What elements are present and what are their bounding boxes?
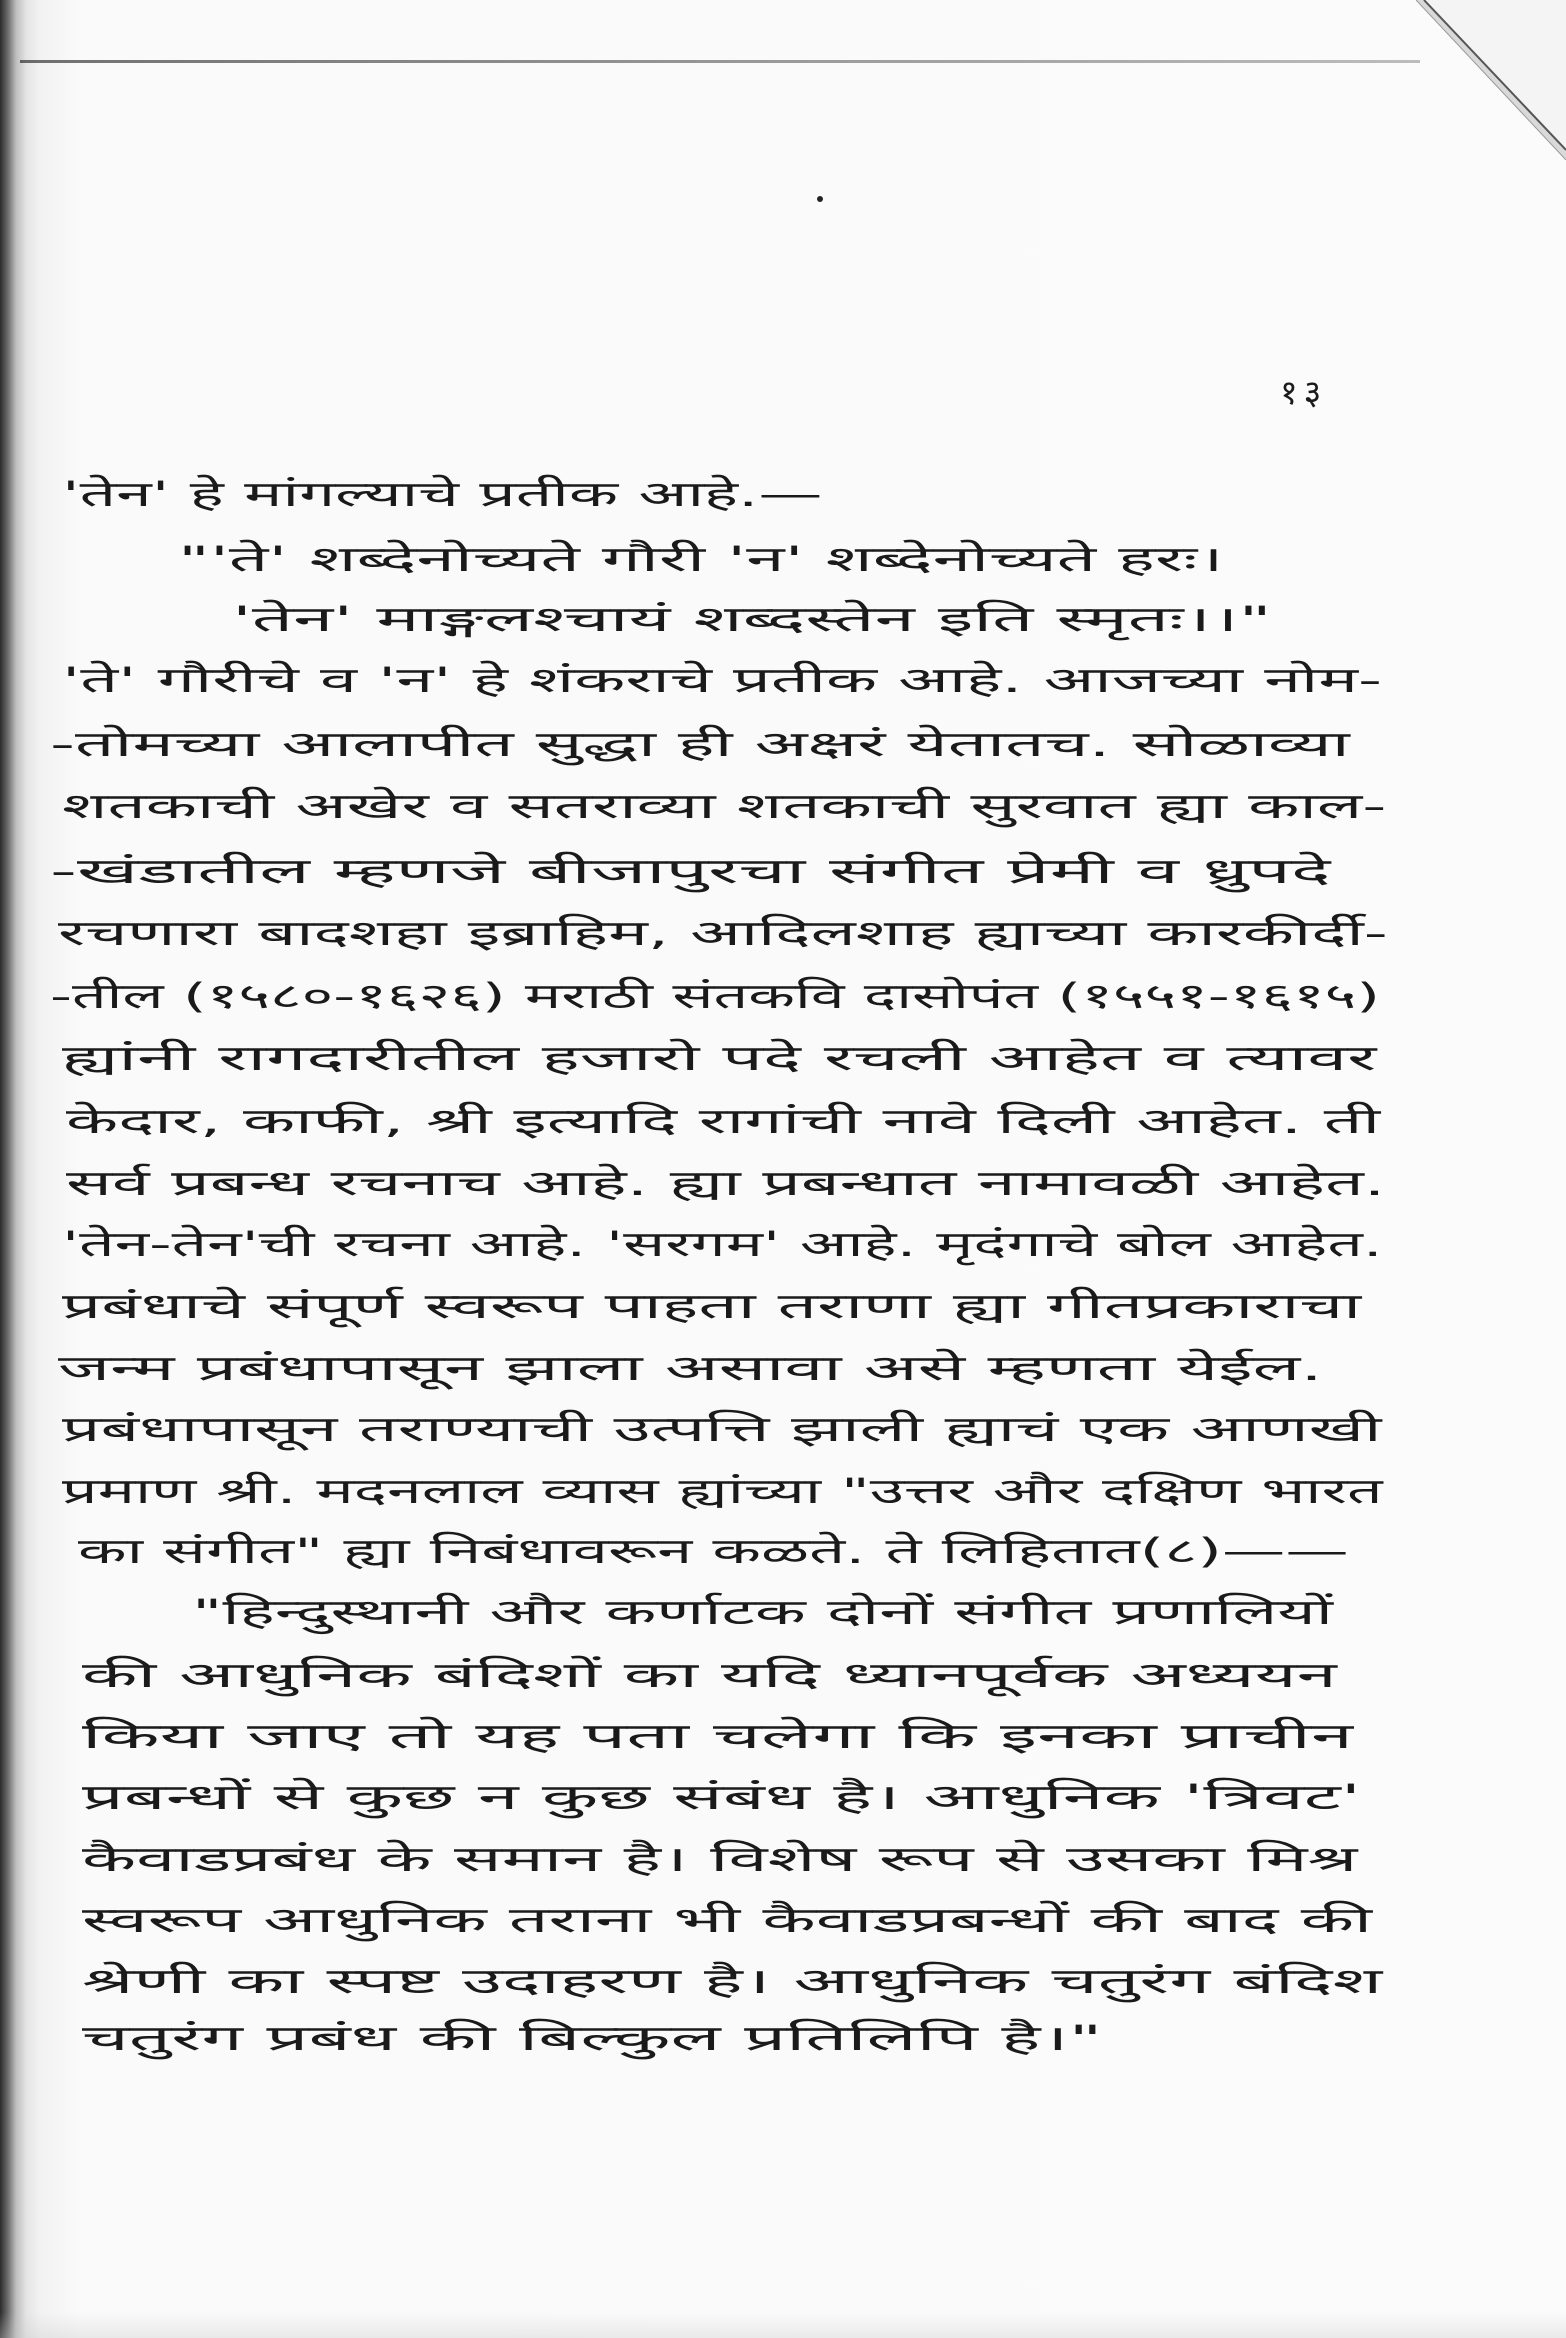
text-line: केदार, काफी, श्री इत्यादि रागांची नावे दिली आहेत. ती — [66, 1102, 1381, 1142]
text-line: ह्यांनी रागदारीतील हजारो पदे रचली आहेत व त्यावर — [62, 1039, 1377, 1079]
text-line: प्रबंधापासून तराण्याची उत्पत्ति झाली ह्याचं एक आणखी — [62, 1410, 1382, 1450]
text-line: "'ते' शब्देनोच्यते गौरी 'न' शब्देनोच्यते हरः। — [178, 540, 1224, 580]
text-line: शतकाची अखेर व सतराव्या शतकाची सुरवात ह्या काल- — [62, 787, 1387, 827]
text-line: -तोमच्या आलापीत सुद्धा ही अक्षरं येतातच. सोळाव्या — [50, 725, 1350, 765]
folded-corner — [1416, 0, 1566, 160]
page-number: १३ — [1280, 373, 1328, 413]
text-line: "हिन्दुस्थानी और कर्णाटक दोनों संगीत प्रणालियों — [192, 1593, 1333, 1633]
text-line: 'तेन' माङ्गलश्चायं शब्दस्तेन इति स्मृतः।।" — [232, 600, 1272, 640]
text-line: प्रबन्धों से कुछ न कुछ संबंध है। आधुनिक 'त्रिवट' — [82, 1778, 1362, 1818]
text-line: जन्म प्रबंधापासून झाला असावा असे म्हणता येईल. — [58, 1349, 1323, 1389]
text-line: रचणारा बादशहा इब्राहिम, आदिलशाह ह्याच्या कारकीर्दी- — [58, 914, 1388, 954]
text-line: 'ते' गौरीचे व 'न' हे शंकराचे प्रतीक आहे. आजच्या नोम- — [62, 661, 1383, 701]
text-line: सर्व प्रबन्ध रचनाच आहे. ह्या प्रबन्धात नामावळी आहेत. — [66, 1164, 1386, 1204]
text-line: का संगीत" ह्या निबंधावरून कळते. ते लिहितात(८)—— — [78, 1532, 1349, 1572]
text-line: 'तेन-तेन'ची रचना आहे. 'सरगम' आहे. मृदंगाचे बोल आहेत. — [62, 1225, 1383, 1265]
text-line: 'तेन' हे मांगल्याचे प्रतीक आहे.— — [62, 475, 823, 515]
text-line: प्रबंधाचे संपूर्ण स्वरूप पाहता तराणा ह्या गीतप्रकाराचा — [62, 1287, 1362, 1327]
text-line: किया जाए तो यह पता चलेगा कि इनका प्राचीन — [82, 1717, 1353, 1757]
page-bottom-shadow — [0, 2312, 1566, 2338]
text-line: चतुरंग प्रबंध की बिल्कुल प्रतिलिपि है।" — [82, 2019, 1103, 2059]
page-top-edge — [20, 60, 1420, 63]
text-line: -तील (१५८०-१६२६) मराठी संतकवि दासोपंत (१५५१-१६१५) — [50, 977, 1381, 1017]
ink-speck — [817, 196, 823, 202]
text-line: की आधुनिक बंदिशों का यदि ध्यानपूर्वक अध्ययन — [82, 1656, 1337, 1696]
text-line: स्वरूप आधुनिक तराना भी कैवाडप्रबन्धों की बाद की — [82, 1901, 1373, 1941]
text-line: कैवाडप्रबंध के समान है। विशेष रूप से उसका मिश्र — [82, 1840, 1358, 1880]
text-line: श्रेणी का स्पष्ट उदाहरण है। आधुनिक चतुरंग बंदिश — [82, 1962, 1383, 2002]
text-line: -खंडातील म्हणजे बीजापुरचा संगीत प्रेमी व ध्रुपदे — [50, 852, 1331, 892]
text-line: प्रमाण श्री. मदनलाल व्यास ह्यांच्या "उत्तर और दक्षिण भारत — [62, 1472, 1383, 1512]
